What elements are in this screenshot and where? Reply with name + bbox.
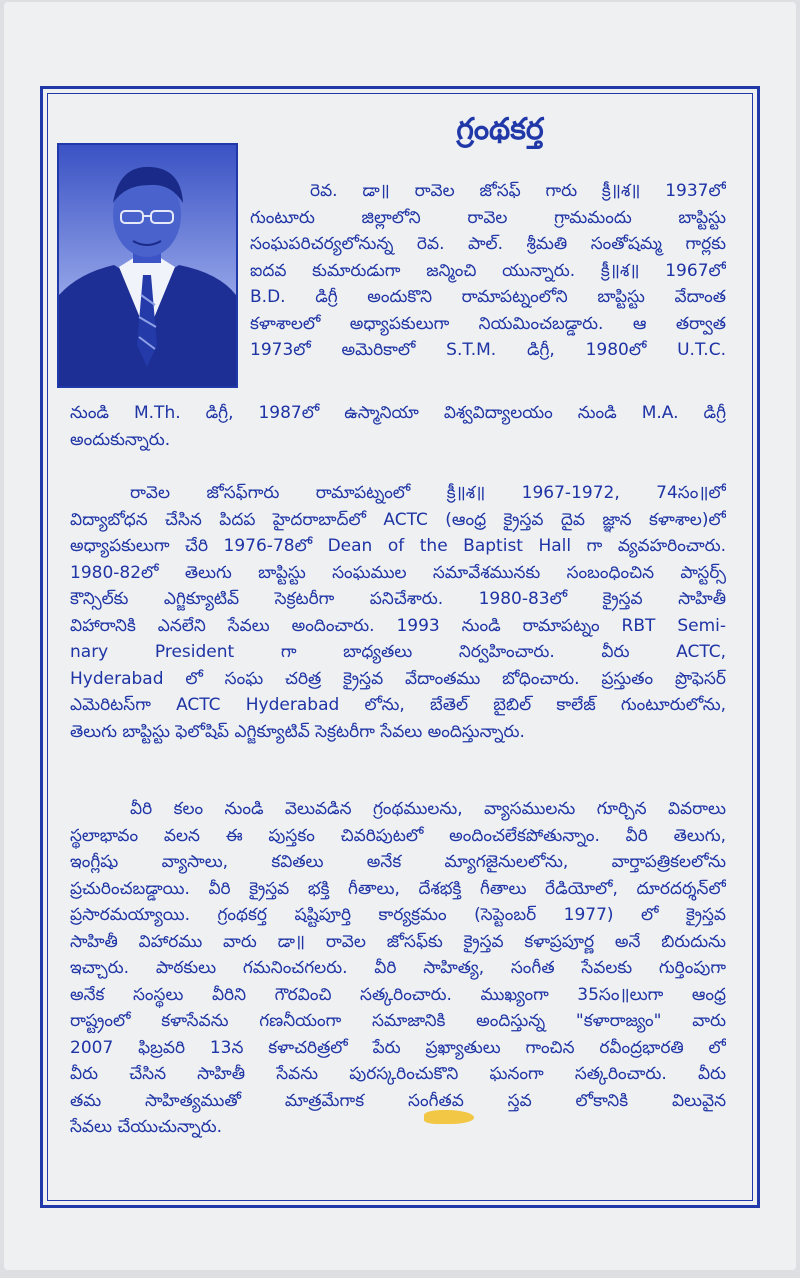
works-paragraph (70, 796, 726, 1141)
text-line: రావెల జోసఫ్‌గారు రామాపట్నంలో క్రీ॥శ॥ 1967-1972, 74సం॥లో (130, 483, 726, 503)
page-title: గ్రంథకర్త (456, 112, 544, 147)
text-line: తమ సాహిత్యముతో మాత్రమేగాక సంగీతవ స్తవ లోకానికి విలువైన (70, 1090, 726, 1111)
text-line: రెవ. డా॥ రావెల జోసఫ్ గారు క్రీ॥శ॥ 1937లో (310, 181, 726, 201)
text-line: నుండి M.Th. డిగ్రీ, 1987లో ఉస్మానియా విశ్వవిద్యాలయం నుండి M.A. డిగ్రీ (70, 403, 726, 423)
text-line: B.D. డిగ్రీ అందుకొని రామాపట్నంలోని బాప్టిస్టు వేదాంత (250, 287, 726, 307)
text-line: ఎమెరిటస్‌గా ACTC Hyderabad లోను, బేతెల్ బైబిల్ కాలేజ్ గుంటూరులోను, (70, 695, 726, 715)
text-line: nary President గా బాధ్యతలు నిర్వహించారు. వీరు ACTC, (70, 642, 726, 662)
intro-text (250, 178, 726, 364)
text-line: కౌన్సిల్‌కు ఎగ్జిక్యూటివ్ సెక్రటరీగా పనిచేశారు. 1980-83లో క్రైస్తవ సాహితీ (70, 589, 726, 609)
text-line: 2007 ఫిబ్రవరి 13న కళాచరిత్రలో పేరు ప్రఖ్యాతులు గాంచిన రవీంద్రభారతి లో (70, 1037, 726, 1058)
text-line: సాహితీ విహారము వారు డా॥ రావెల జోసఫ్‌కు క్రైస్తవ కళాప్రపూర్ణ అనే బిరుదును (70, 931, 726, 952)
text-line: ప్రచురించబడ్డాయి. వీరి క్రైస్తవ భక్తి గీతాలు, దేశభక్తి గీతాలు రేడియోలో, దూరదర్శన్‌లో (70, 878, 726, 899)
text-line: విద్యాబోధన చేసిన పిదప హైదరాబాద్‌లో ACTC (ఆంధ్ర క్రైస్తవ దైవ జ్ఞాన కళాశాల)లో (70, 509, 726, 530)
text-line: సంఘపరిచర్యలోనున్న రెవ. పాల్. శ్రీమతి సంతోషమ్మ గార్లకు (250, 234, 726, 254)
text-line: అందుకున్నారు. (70, 429, 171, 450)
text-line: 1980-82లో తెలుగు బాప్టిస్టు సంఘముల సమావేశమునకు సంబంధించిన పాస్టర్స్ (70, 562, 726, 583)
text-line: ఐదవ కుమారుడుగా జన్మించి యున్నారు. క్రీ॥శ॥ 1967లో (250, 260, 726, 281)
text-line: వీరు చేసిన సాహితీ సేవను పురస్కరించుకొని ఘనంగా సత్కరించారు. వీరు (70, 1064, 726, 1084)
author-portrait-icon (59, 145, 236, 386)
text-line: రాష్ట్రంలో కళాసేవను గణనీయంగా సమాజానికి అందిస్తున్న "కళారాజ్యం" వారు (70, 1011, 726, 1031)
text-line: అనేక సంస్థలు వీరిని గౌరవించి సత్కరించారు. ముఖ్యంగా 35సం॥లుగా ఆంధ్ర (70, 984, 726, 1005)
intro-text-continued (70, 400, 726, 453)
text-line: వీరి కలం నుండి వెలువడిన గ్రంథములను, వ్యాసములను గూర్చిన వివరాలు (130, 799, 726, 819)
text-line: సేవలు చేయుచున్నారు. (70, 1117, 223, 1137)
text-line: Hyderabad లో సంఘ చరిత్ర క్రైస్తవ వేదాంతము బోధించారు. ప్రస్తుతం ప్రొఫెసర్ (70, 668, 726, 689)
career-paragraph (70, 480, 726, 745)
text-line: ఇచ్చారు. పాఠకులు గమనించగలరు. వీరి సాహిత్య, సంగీత సేవలకు గుర్తింపుగా (70, 958, 726, 978)
text-line: కళాశాలలో అధ్యాపకులుగా నియమించబడ్డారు. ఆ తర్వాత (250, 313, 726, 334)
paper-stain (424, 1110, 474, 1124)
text-line: 1973లో అమెరికాలో S.T.M. డిగ్రీ, 1980లో U.T.C. (250, 340, 726, 360)
text-line: స్థలాభావం వలన ఈ పుస్తకం చివరిపుటలో అందించలేకపోతున్నాం. వీరి తెలుగు, (70, 825, 726, 846)
text-line: అధ్యాపకులుగా చేరి 1976-78లో Dean of the Baptist Hall గా వ్యవహరించారు. (70, 536, 726, 556)
text-line: ప్రసారమయ్యాయి. గ్రంథకర్త షష్టిపూర్తి కార్యక్రమం (సెప్టెంబర్ 1977) లో క్రైస్తవ (70, 905, 726, 925)
text-line: విహారానికి ఎనలేని సేవలు అందించారు. 1993 నుండి రామాపట్నం RBT Semi- (70, 615, 726, 636)
text-line: గుంటూరు జిల్లాలోని రావెల గ్రామమందు బాప్టిస్టు (250, 207, 726, 228)
text-line: ఇంగ్లీషు వ్యాసాలు, కవితలు అనేక మ్యాగజైనులలోను, వార్తాపత్రికలలోను (70, 852, 726, 872)
text-line: తెలుగు బాప్టిస్టు ఫెలోషిప్ ఎగ్జిక్యూటివ్ సెక్రటరీగా సేవలు అందిస్తున్నారు. (70, 721, 525, 742)
author-photo (57, 143, 238, 388)
